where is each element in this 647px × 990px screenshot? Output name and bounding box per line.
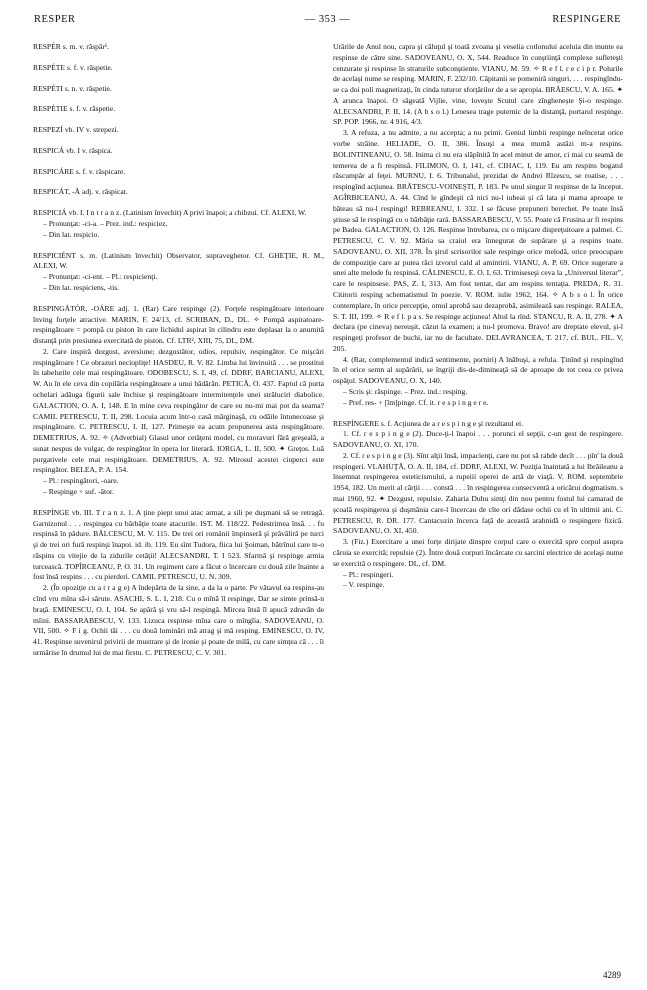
dictionary-paragraph: RESPICÁ vb. I v. răspica. xyxy=(33,145,113,155)
dictionary-paragraph: RESPÉR s. m. v. răspăr¹. xyxy=(33,42,110,51)
dictionary-paragraph: RESPÍNGERE s. f. Acţiunea de a r e s p i n g e şi rezultatul ei. xyxy=(333,418,524,428)
dictionary-paragraph: – Din lat. respicio. xyxy=(43,229,100,239)
dictionary-paragraph: – Scris şi: răspinge. – Prez. ind.: resping. xyxy=(343,387,468,396)
dictionary-paragraph: RESPÍNGE vb. III. T r a n z. 1. A ţine piept unui atac armat, a sili pe duşmani să se retragă. Garnizonul . . . respingea cu bărbăţie toate atacurile. IST. M. 118/22. Pedestrimea însă. . . fu respinsă în pădure. BĂLCESCU, M. V. 115. De trei ori românii împinseră şi prăvăliră pe turci şi de trei ori fură respinşi înapoi. id. ib. 119. Eu sînt Tudora, fiica lui Şoiman, bătrînul care te-o răspins cu vitejie de la zidurile cetăţii! ALECSANDRI, T. I 523. Sfarmă şi respinge armia turcească. TOPÎRCEANU, P. O. 31. Un regiment care a făcut o încercare cu două zile înainte a fost însă respins . . . cu pierderi. CAMIL PETRESCU, U. N. 309. xyxy=(33,507,324,582)
dictionary-paragraph: 2. (În opoziţie cu a t r a g e) A îndepărta de la sine, a da la o parte. Pe vătavul ea respins-au cînd vru mîna să-i sărute. ASACHI, S. L. I, 218. Cu o mînă îl respinge, Dar se simte prinsă-n braţă. EMINESCU, O. I, 104. Se apără şi vru să-l respingă. Mircea însă îl apucă zdravăn de mîini. BASSARABESCU, V. 133. Lizuca respinse mîna care o mîngîia. SADOVEANU, O. VII, 500. ✧ F i g. Ochii tăi . . . cu două luminări mă atrag şi mă resping. EMINESCU, O. IV, 41. Respinse suvenirul privirii de mustrare şi de ironie şi poate de milă, cu care simţea că . . . îi urmărise în drumul lui de mai firstu. C. PETRESCU, C. V. 301. xyxy=(33,583,324,657)
dictionary-paragraph: 2. Care inspiră dezgust, aversiune; dezgustător, odios, repulsiv, respingător. Ce mişcări respingătoare ! Ce obrazuri neciopliţe! HASDEU, R. V. 82. Limba lui învinuită . . . se prostitui în tabelurile cele mai respingătoare. ODOBESCU, S. I, 49, cf. DDRF, BARCIANU, ALEXI, W. Au în ele ceva din copilăria respingătoare a unui bădărăn. PETICĂ, O. 437. Faptul că purta ochelari adăuga figurii sale închise şi respingătoare intermitenţele unei străluciri diabolice. GALACTION, O. A. I, 148. E în mine ceva respingător de care eu nu-mi mai pot da seama? CAMIL PETRESCU, T. II, 298. Locuia acum într-o casă mărginaşă, cu odăile întunecoase şi respingătoare. C. PETRESCU, I. II, 127. Primeşte ea acum propunerea asta respingătoare. DEMETRIUS, A. 92. ✧ (Adverbial) Glasul unor cetăţeni model, cu moravuri fără greşeală, a sunat nespus de vulgar, de respingător în opera lor literară. IORGA, L. II, 500. ✦ Greţos. Luă purgativele cele mai respingătoare. DEMETRIUS, A. 92. Mirosul acestei ciuperci este respingător. BELEA, P. A. 154. xyxy=(33,346,324,475)
dictionary-paragraph: – Pref. res- + [îm]pinge. Cf. it. r e s p i n g e r e. xyxy=(343,397,489,407)
dictionary-paragraph: RESPÉTIE s. f. v. răspetie. xyxy=(33,104,116,114)
dictionary-paragraph: 1. Cf. r e s p i n g e (2). Duce-ţi-l înapoi . . . porunci el sepţii, c-un gest de respingere. SADOVEANU, O. XI, 170. xyxy=(333,429,623,450)
dictionary-paragraph: 4. (Rar, complementul indică sentimente, porniri) A înăbuşi, a refula. Ţinînd şi respingînd în el orice semn al supărării, se îngriji dis-de-dimineaţă să de aproape de tot ceea ce privea ospăţul. SADOVEANU, O. X, 140. xyxy=(333,354,623,386)
running-head-right: RESPINGERE xyxy=(552,14,621,25)
dictionary-paragraph: – Pl.: respingători, -oare. xyxy=(43,476,119,486)
dictionary-paragraph: 3. A refuza, a nu admite, a nu accepta; a nu primi. Geniul limbii respinge neîncetat orice vorbe străine. HELIADE, O. II, 386. Însuşi a mea mumă astăzi m-a respins. BOLINTINEANU, O. 58. Inima ci nu era slăpînită în acel minut de amor, ci mai cu seamă de temerea de a fi respinsă. FILIMON, O. I, 141, cf. CIHAC, I, 119. Eu am respins bogatul răscumpăr al feţei. MURNU, I. 6. Tribunalul, prezidat de Andrei Rîzescu, se roatise, . . . respingînd acţiunea. BRĂTESCU-VOINEŞTI, P. 183. Pe unul singur îl respinse de la început. AGÎRBICEANU, A. 44. Cînd le gîndeşti că nici nu-l iubeai şi că lata şi mama aproape te băteau să nu-l respingi! REBREANU, I. 332. I se făcuse prepuneri berechet. Pe toate însă ştiuse să le respingă cu o bărbăţie rară. BASSARABESCU, V. 55. Poate că Frusina ar fi respins pe Badea. GALACTION, O. 126. Respinse întrebarea, cu o mişcare dispreţuitoare a palmei. C. PETRESCU, C. V. 92. Măria sa craiul era înnegurat de supărare şi a respins toate. SADOVEANU, O. XII, 378. În şirul scrisorilor sale respinge orice melodă, orice preocupare de compoziţie care ar putea răci izvorul cald al amintirii. VIANU, A. P. 69. Orice sugerare a unei alte melode fu respinsă. CĂLINESCU, E. O. I, 63. Trimiseseşi ceva la „Universul literar”, care le respinsese. PAS, Z. I, 313. Am fost tentat, dar am respins tentaţia. PREDA, R. 31. Cititorii resping schematismul în poezie. V. ROM. iulie 1962, 164. ✧ A b s o l. În orice contemplare, în orice percepţie, omul aprobă sau dezaprobă, asimilează sau respinge. RALEA, S. T. III, 199. ✧ R e f l. p a s. Se respinge acţiunea! Altul la rînd. STANCU, R. A. II, 278. ✦ A declara (pe cineva) nereuşit, căzut la examen; a nu-l promova. Bravo! are dreptate elevul, şi-l respingeţi profesor de buchi, iar nu de facultate. DELAVRANCEA, T. 217, cf. BUL. FIL. V, 205. xyxy=(333,128,623,353)
dictionary-paragraph: RESPICIÁ vb. I. I n t r a n z. (Latinism învechit) A privi înapoi; a chibzui. Cf. ALEXI, W. xyxy=(33,208,307,218)
page-code: 4289 xyxy=(603,970,621,980)
dictionary-paragraph: – Respinge + suf. -ător. xyxy=(43,487,114,496)
dictionary-paragraph: 3. (Fiz.) Exercitare a unei forţe dirijate dinspre corpul care o exercită spre corpul asupra căruia se exercită; repulsie (2). Între două corpuri încărcate cu sarcini electrice de acelaşi nume se exercită o respingere. DL, cf. DM. xyxy=(333,537,623,568)
dictionary-paragraph: RESPEZÍ vb. IV v. strepezi. xyxy=(33,125,119,135)
right-column xyxy=(333,42,623,962)
dictionary-paragraph: – Pl.: respingeri. xyxy=(343,569,394,579)
dictionary-paragraph: RESPICÁRE s. f. v. răspicare. xyxy=(33,166,126,176)
running-head-left: RESPER xyxy=(34,14,76,25)
dictionary-paragraph: – V. respinge. xyxy=(343,580,385,590)
dictionary-paragraph: – Pronunţat: -ci-ent. – Pl.: respicienţi. xyxy=(43,272,158,282)
dictionary-paragraph: RESPICIÉNT s. m. (Latinism învechit) Observator, supraveghetor. Cf. GHEŢIE, R. M., ALEXI, W. xyxy=(33,250,324,271)
dictionary-paragraph: Urările de Anul nou, capra şi căluţul şi toată zvoana şi veselia cotlonului aceluia din munte ea respinse de către sine. SADOVEANU, O. X, 544. Readuce în conştiinţă complexe sufleteşti cenzurate şi respinse în straturile subconştiente. VIANU, M. 59. ✧ R e f l. r e c i p r. Polurile de acelaşi nume se resping. MARIN, F. 232/10. Căpitanii se pomeniră singuri, . . . respingîndu-se ca doi poli magnetizaţi, în cinda tuturor sforţărilor de a se apropia. BRĂESCU, V. A. 165. ✦ A arunca înapoi. O săgeată Vijlie, vine, loveşte Scutul care zînghenește Şi-o respinge. ALECSANDRI, P. II, 14. (A b s o l.) Lenesea trage puternic de la distanţă, portarul respinge. SP. POP. 1966, nr. 4 916, 4/3. xyxy=(333,42,623,127)
dictionary-paragraph: RESPINGĂTÓR, -OÁRE adj. 1. (Rar) Care respinge (2). Forţele respingătoare interioare înving forţele atractive. MARIN, F. 24/13, cf. SCRIBAN, D., DL. ✧ Pompă aspiratoare-respingătoare = pompă cu piston în care lichidul aspirat în cilindru este deplasat la o anumită distanţă prin presiunea exercitată de piston. Cf. LTR², XIII, 75, DL, DM. xyxy=(33,303,324,346)
dictionary-paragraph: – Pronunţat: -ci-a. – Prez. ind.: respiciez. xyxy=(43,219,168,229)
dictionary-paragraph: RESPÉTI s. n. v. răspetie. xyxy=(33,83,112,93)
left-column xyxy=(33,42,324,962)
dictionary-paragraph: 2. Cf. r e s p i n g e (3). Sînt alţii însă, impacienţi, care nu pot să rabde decît . . . pîn' la două respingeri. VLAHUŢĂ, O. A. II, 184, cf. DDRF, ALEXI, W. Poziţia înaintată a lui Ibrăileanu a însemnat respingerea esteticismului, a rupeiii operei de artă de viaţă. V. ROM. septembrie 1954, 182. Un merit al cărţii . . . constă . . . în respingerea consecventă a oricărui dogmatism. s mai 1960, 92. ✦ Dezgust, repulsie. Zaharia Duhu simţi din nou pentru fostul lui camarad de şcoală respingerea şi duşmănia care-l încercau de cîte ori dădase ochii cu el în ultimii ani. C. PETRESCU, R. DR. 177. Cantacuzin încerca faţă de această arahnidă o respingere fizică. SADOVEANU, O. XI, 450. xyxy=(333,450,623,536)
dictionary-paragraph: – Din lat. respiciens, -tis. xyxy=(43,282,120,292)
dictionary-paragraph: RESPÉTE s. f. v. răspetie. xyxy=(33,62,113,72)
page-number: — 353 — xyxy=(304,14,351,25)
dictionary-paragraph: RESPICÁT, -Ă adj. v. răspicat. xyxy=(33,187,128,197)
page-header xyxy=(34,14,621,28)
